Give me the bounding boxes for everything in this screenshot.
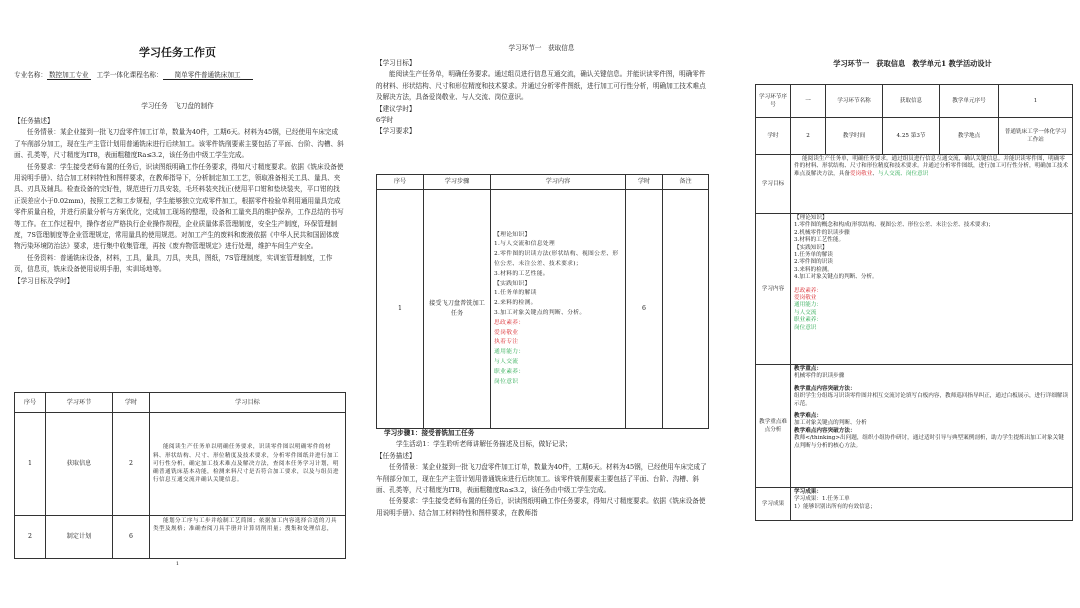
page-header: 学习环节一 获取信息 <box>508 44 575 52</box>
row-step: 获取信息 <box>46 413 113 516</box>
cell-value: 普通铣床工学一体化学习工作站 <box>999 118 1073 155</box>
result-heading: 学习成果： <box>794 489 822 495</box>
course-value: 简单零件普通铣床加工 <box>163 71 253 80</box>
table-row <box>756 155 1073 214</box>
goal-text: 能阅读生产任务单，明确任务要求。通过组员进行信息互通交流，确认关键信息。并能识读零件图，明确零件的材料、形状结构、尺寸和形位精度和技术要求。并通过分析零件图纸，进行加工可行性分析，明确加工技术难点及解决方法，具备爱岗敬业、与人交流、岗位意识。 <box>376 70 706 102</box>
list-item: 岗位意识 <box>794 324 817 331</box>
cell-label: 学习成果 <box>756 488 791 521</box>
task-title: 学习任务 飞刀盘的制作 <box>141 102 214 110</box>
table-row <box>756 488 1073 521</box>
task-description-section <box>14 116 344 287</box>
section-goals: 【学习目标及学时】 <box>14 276 74 285</box>
goal-text-green: 与人交流、岗位意识 <box>877 170 929 177</box>
key-solve-text: 组织学生分组练习识读零件图并相互交流讨论填写白板内容，教师巡回指导纠正，通过白板展示，进行详细解读示范。 <box>794 393 1069 407</box>
goals-table <box>14 392 346 559</box>
list-item: 3.材料的工艺性能。 <box>794 237 845 244</box>
activity1: 学生活动1：学生聆听老师讲解任务描述及目标，做好记录； <box>396 440 572 449</box>
table-header-row <box>15 393 346 413</box>
row-hours: 6 <box>626 190 663 429</box>
content-cell <box>791 214 1073 365</box>
ability-heading: 通用能力： <box>794 302 822 309</box>
section-hours: 【建议学时】 <box>376 104 416 113</box>
page-header: 学习环节一 获取信息 教学单元1 教学活动设计 <box>833 59 992 68</box>
result-line: 1）能够识别出所有的有效信息； <box>794 503 876 510</box>
major-label: 专业名称： <box>14 71 47 79</box>
list-item: 1.零件图的概念和构成(形状结构、视图公差、形位公差、未注公差、技术要求)； <box>794 222 994 229</box>
section-task-description: 【任务描述】 <box>376 451 416 460</box>
task-requirements: 任务要求：学生接受老师布置的任务后，识读图纸明确工作任务要求，得知尺寸精度要求。依据《铣床设备使用说明手册》、结合加工材料特性和图样要求，在教师指 <box>376 497 706 517</box>
task-materials: 任务资料：普通铣床设备，材料，工具，量具，刀具，夹具，图纸，7S管理制度，实训室管理制度，工作页，信息页，铣床设备使用说明手册，实训场地等。 <box>14 253 333 274</box>
col-header-hours: 学时 <box>626 175 663 190</box>
row-goal: 能划分工序与工步并绘制工艺简图；依据加工内容选择合适的刀具类型及规格；准确查阅刀具手册并计算切削用量；搜集和处理信息， <box>150 516 346 559</box>
row-step: 接受飞刀盘普铣加工任务 <box>424 190 491 429</box>
section-task-description: 【任务描述】 <box>14 117 54 125</box>
table-row <box>756 118 1073 155</box>
suggested-hours: 6学时 <box>376 116 394 125</box>
key-cell <box>791 365 1073 488</box>
list-item: 1.任务单的解读 <box>494 290 537 297</box>
table-row <box>756 365 1073 488</box>
cell-value: 获取信息 <box>883 85 940 118</box>
col-header-content: 学习内容 <box>491 175 626 190</box>
prof-heading: 职业素养： <box>794 317 822 324</box>
col-header-step: 学习环节 <box>46 393 113 413</box>
section-requirements: 【学习要求】 <box>376 127 416 136</box>
list-item: 1.任务单的解读 <box>794 252 833 259</box>
difficulty-text: 加工对象关键点的判断、分析 <box>794 420 867 427</box>
step1-heading: 学习步骤1：接受普铣加工任务 <box>384 429 475 437</box>
cell-value: 2 <box>791 118 826 155</box>
major-value: 数控加工专业 <box>48 71 89 79</box>
cell-label: 学习环节序号 <box>756 85 791 118</box>
goal-text-sep: 、 <box>872 170 878 177</box>
table-row <box>15 413 346 516</box>
theory-heading: 【理论知识】 <box>494 231 531 238</box>
cell-value: 1 <box>999 85 1073 118</box>
theory-heading: 【理论知识】 <box>794 215 828 221</box>
list-item: 2.来料的检测。 <box>494 300 537 307</box>
list-item: 2.零件图的识读 <box>794 259 833 266</box>
practice-heading: 【实践知识】 <box>794 244 828 251</box>
list-item: 2.机械零件的识读步骤 <box>794 229 850 236</box>
difficulty-solve-heading: 教学难点内容突破方法： <box>794 427 856 434</box>
page-1-task-worksheet <box>0 0 355 608</box>
task-requirements: 任务要求：学生接受老师布置的任务后，识读图纸明确工作任务要求，得知尺寸精度要求。依据《铣床设备使用说明手册》、结合加工材料特性和图样要求，在教师指导下，分析制定加工工艺，领取准备相关工具、量具、夹具、刃具及辅具。检查设备的完好性，规范进行刀具安装，毛坯料装夹找正(使用平口钳和垫块装夹，平口钳的找正误差应小于0.02mm)，按照工艺和工步规程，学生能够独立完成零件加工，根据零件检验单利用通用量具完成零件质量自检，并进行质量分析与方案优化，完成加工现场的整理，设备和工量夹具的维护保养，工作总结的书写等工作。在工作过程中，操作者应严格执行企业操作规程，企业质量体系管理制度，安全生产制度，环保管理制度，7S管理制度等企业管理规定，常用量具的使用规范。对加工产生的废料和废液依据《中华人民共和国固体废物污染环境防治法》要求，进行集中收集管理，再按《废弃物管理规定》进行处理，维护车间生产安全。 <box>14 162 344 251</box>
table-row <box>756 85 1073 118</box>
list-item: 执着专注 <box>494 339 519 346</box>
result-cell <box>791 488 1073 521</box>
list-item: 3.材料的工艺性能。 <box>494 270 549 277</box>
row-no: 1 <box>15 413 46 516</box>
goal-text: 能阅读生产任务单，明确任务要求。通过组员进行信息互通交流，确认关键信息。并能识读零件图，明确零件的材料、形状结构、尺寸和形位精度和技术要求。并通过分析零件图纸，进行加工可行性分析，明确加工技术难点及解决方法，具备 <box>794 156 1069 177</box>
page-2-info-gathering <box>364 0 719 608</box>
row-hours: 6 <box>113 516 150 559</box>
task-scenario: 任务情景：某企业接到一批飞刀盘零件加工订单，数量为40件，工期6天。材料为45钢，已经使用车床完成了车削部分加工，现在生产主管计划用普通铣床进行后续加工。该零件铣削要素主要包括了平面、台阶、沟槽、斜面、孔类等，尺寸精度为IT8，表面粗糙度Ra≤3.2，该任务由中级工学生完成。 <box>14 128 344 160</box>
prof-heading: 职业素养： <box>494 368 525 375</box>
difficulty-solve-text: 教师</thinking>出问题，组织小组协作研讨，通过适时引导与典型案例剖析，助力学生提炼出加工对象关键点判断与分析的核心方法。 <box>794 435 1064 449</box>
cell-label: 教学重点难点分析 <box>756 365 791 488</box>
list-item: 2.零件图的识读方法(形状结构、视图公差、形位公差、未注公差、技术要求)； <box>494 251 619 268</box>
key-text: 机械零件的识读步骤 <box>794 373 845 380</box>
requirements-table <box>376 174 709 429</box>
key-solve-heading: 教学重点内容突破方法： <box>794 385 856 392</box>
activity-design-table <box>755 84 1073 521</box>
cell-value: 一 <box>791 85 826 118</box>
col-header-note: 备注 <box>663 175 709 190</box>
goal-text-cell <box>791 155 1073 214</box>
list-item: 3.加工对象关键点的判断、分析。 <box>494 310 586 316</box>
cell-value: 4.25 第3节 <box>883 118 940 155</box>
page-title: 学习任务工作页 <box>139 46 216 59</box>
row-no: 1 <box>377 190 424 429</box>
ability-heading: 通用能力： <box>494 349 525 356</box>
cell-label: 学习环节名称 <box>826 85 883 118</box>
cell-label: 学习内容 <box>756 214 791 365</box>
course-info-line <box>14 70 354 81</box>
page-number: 1 <box>175 561 180 567</box>
col-header-no: 序号 <box>15 393 46 413</box>
col-header-goal: 学习目标 <box>150 393 346 413</box>
row-goal: 能阅读生产任务单以明确任务要求，识读零件图以明确零件的材料、形状结构、尺寸、形位精度及技术要求，分析零件图纸并进行加工可行性分析，确定加工技术难点及解决方法，查阅本任务学习计划，明确普通铣床基本功能，检测来料尺寸是否符合加工要求，以及与组员进行信息互通交流并确认关键信息。 <box>150 413 346 516</box>
section-goal: 【学习目标】 <box>376 59 416 67</box>
list-item: 爱岗敬业 <box>494 329 519 336</box>
sizheng-heading: 思政素养： <box>794 287 822 294</box>
cell-label: 教学时间 <box>826 118 883 155</box>
list-item: 爱岗敬业 <box>794 295 817 302</box>
row-note <box>663 190 709 429</box>
list-item: 与人交流 <box>794 309 817 316</box>
row-no: 2 <box>15 516 46 559</box>
goal-text-red: 爱岗敬业 <box>849 170 873 177</box>
list-item: 4.加工对象关键点的判断、分析。 <box>794 274 878 281</box>
table-row <box>15 516 346 559</box>
cell-label: 教学单元序号 <box>940 85 999 118</box>
list-item: 岗位意识 <box>494 378 519 385</box>
table-header-row <box>377 175 709 190</box>
list-item: 1.与人交流和信息处理 <box>494 241 556 248</box>
col-header-step: 学习步骤 <box>424 175 491 190</box>
result-line: 学习成果：1.任务工单 <box>794 496 850 503</box>
list-item: 3.来料的检测。 <box>794 266 833 273</box>
cell-label: 教学地点 <box>940 118 999 155</box>
col-header-no: 序号 <box>377 175 424 190</box>
sizheng-heading: 思政素养： <box>494 319 525 326</box>
col-header-hours: 学时 <box>113 393 150 413</box>
step-section <box>376 428 711 519</box>
row-content <box>491 190 626 429</box>
page-3-activity-design <box>745 0 1080 608</box>
course-label: 工学一体化课程名称： <box>96 71 163 79</box>
list-item: 与人交流 <box>494 358 519 365</box>
cell-label: 学时 <box>756 118 791 155</box>
task-scenario: 任务情景：某企业接到一批飞刀盘零件加工订单，数量为40件，工期6天。材料为45钢，已经使用车床完成了车削部分加工，现在生产主管计划用普通铣床进行后续加工。该零件铣削要素主要包括了平面、台阶、沟槽、斜面、孔类等，尺寸精度为IT8，表面粗糙度Ra≤3.2，该任务由中级工学生完成。 <box>376 463 707 495</box>
difficulty-heading: 教学难点： <box>794 413 822 420</box>
table-row <box>377 190 709 429</box>
goal-section <box>376 58 711 138</box>
row-step: 制定计划 <box>46 516 113 559</box>
row-hours: 2 <box>113 413 150 516</box>
key-heading: 教学重点： <box>794 366 822 372</box>
cell-label: 学习目标 <box>756 155 791 214</box>
table-row <box>756 214 1073 365</box>
practice-heading: 【实践知识】 <box>494 280 531 287</box>
